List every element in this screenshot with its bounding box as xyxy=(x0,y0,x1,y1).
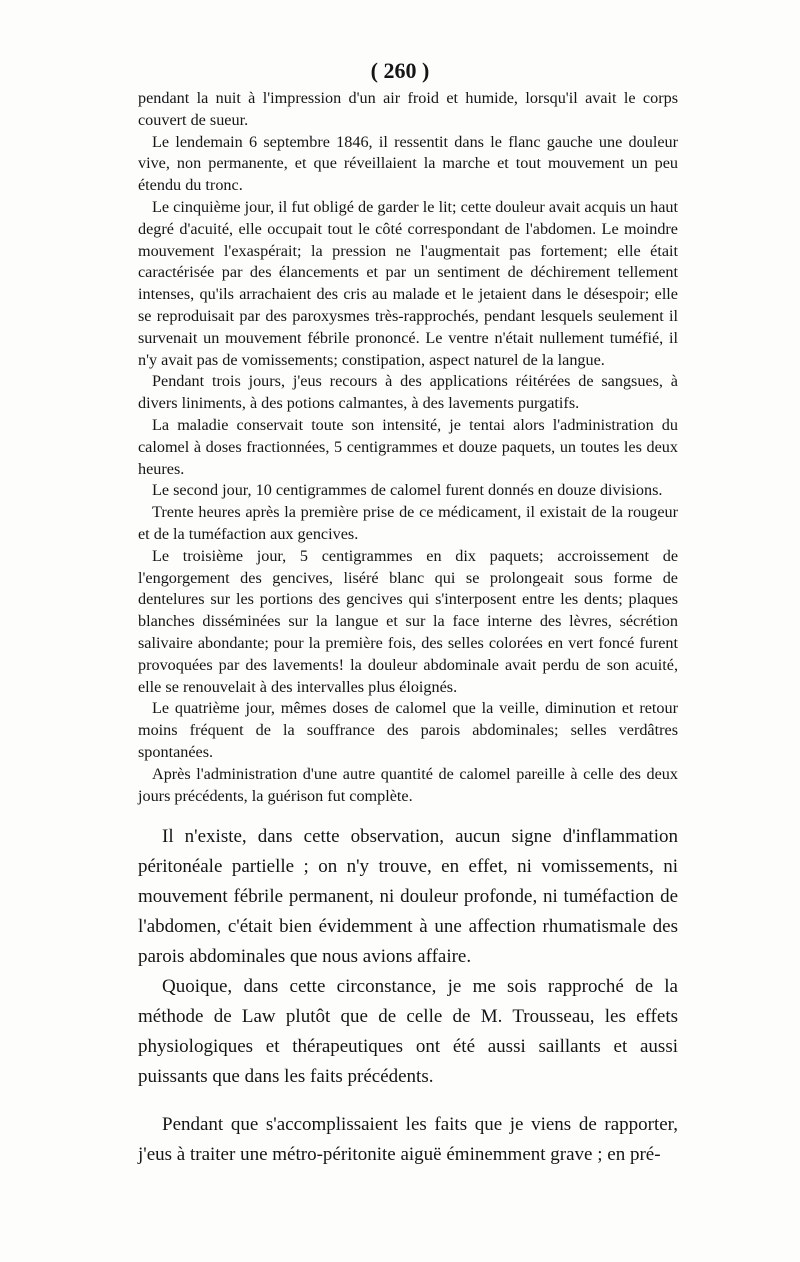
page-number: ( 260 ) xyxy=(370,58,430,83)
case-paragraph-2: Le lendemain 6 septembre 1846, il ressentit dans le flanc gauche une douleur vive, non permanente, et que réveillaient la marche et tout mouvement un peu étendu du tronc. xyxy=(138,132,678,195)
discussion-paragraph-2: Quoique, dans cette circonstance, je me sois rapproché de la méthode de Law plutôt que de celle de M. Trousseau, les effets physiologiques et thérapeutiques ont été aussi saillants et aussi puissants que dans les faits précédents. xyxy=(138,976,678,1087)
discussion-block xyxy=(138,822,678,1170)
case-paragraph-8: Le troisième jour, 5 centigrammes en dix paquets; accroissement de l'engorgement des gencives, liséré blanc qui se prolongeait sous forme de dentelures sur les portions des gencives qui s'interposent entre les dents; plaques blanches disséminées sur la langue et sur la face interne des lèvres, sécrétion salivaire abondante; pour la première fois, des selles colorées en vert foncé furent provoquées par des lavements! la douleur abdominale avait perdu de son acuité, elle se renouvelait à des intervalles plus éloignés. xyxy=(138,546,678,696)
case-paragraph-5: La maladie conservait toute son intensité, je tentai alors l'administration du calomel à doses fractionnées, 5 centigrammes et douze paquets, un toutes les deux heures. xyxy=(138,415,678,478)
case-paragraph-1: pendant la nuit à l'impression d'un air froid et humide, lorsqu'il avait le corps couvert de sueur. xyxy=(138,89,678,129)
case-paragraph-7: Trente heures après la première prise de ce médicament, il existait de la rougeur et de la tuméfaction aux gencives. xyxy=(138,503,678,543)
case-report-block xyxy=(138,88,678,807)
case-paragraph-3: Le cinquième jour, il fut obligé de garder le lit; cette douleur avait acquis un haut degré d'acuité, elle occupait tout le côté correspondant de l'abdomen. Le moindre mouvement l'exaspérait; la pression ne l'augmentait pas fortement; elle était caractérisée par des élancements et par un sentiment de déchirement tellement intenses, qu'ils arrachaient des cris au malade et le jetaient dans le désespoir; elle se reproduisait par des paroxysmes très-rapprochés, pendant lesquels seulement il survenait un mouvement fébrile prononcé. Le ventre n'était nullement tuméfié, il n'y avait pas de vomissements; constipation, aspect naturel de la langue. xyxy=(138,197,678,369)
discussion-paragraph-3: Pendant que s'accomplissaient les faits que je viens de rapporter, j'eus à traiter une métro-péritonite aiguë éminemment grave ; en pré- xyxy=(138,1114,678,1165)
case-paragraph-4: Pendant trois jours, j'eus recours à des applications réitérées de sangsues, à divers liniments, à des potions calmantes, à des lavements purgatifs. xyxy=(138,372,678,413)
case-paragraph-9: Le quatrième jour, mêmes doses de calomel que la veille, diminution et retour moins fréquent de la souffrance des parois abdominales; selles verdâtres spontanées. xyxy=(138,699,678,761)
case-paragraph-6: Le second jour, 10 centigrammes de calomel furent donnés en douze divisions. xyxy=(152,481,663,500)
discussion-paragraph-1: Il n'existe, dans cette observation, aucun signe d'inflammation péritonéale partielle ; on n'y trouve, en effet, ni vomissements, ni mouvement fébrile permanent, ni douleur profonde, ni tuméfaction de l'abdomen, c'était bien évidemment à une affection rhumatismale des parois abdominales que nous avions affaire. xyxy=(138,826,678,967)
case-paragraph-10: Après l'administration d'une autre quantité de calomel pareille à celle des deux jours précédents, la guérison fut complète. xyxy=(138,764,678,805)
